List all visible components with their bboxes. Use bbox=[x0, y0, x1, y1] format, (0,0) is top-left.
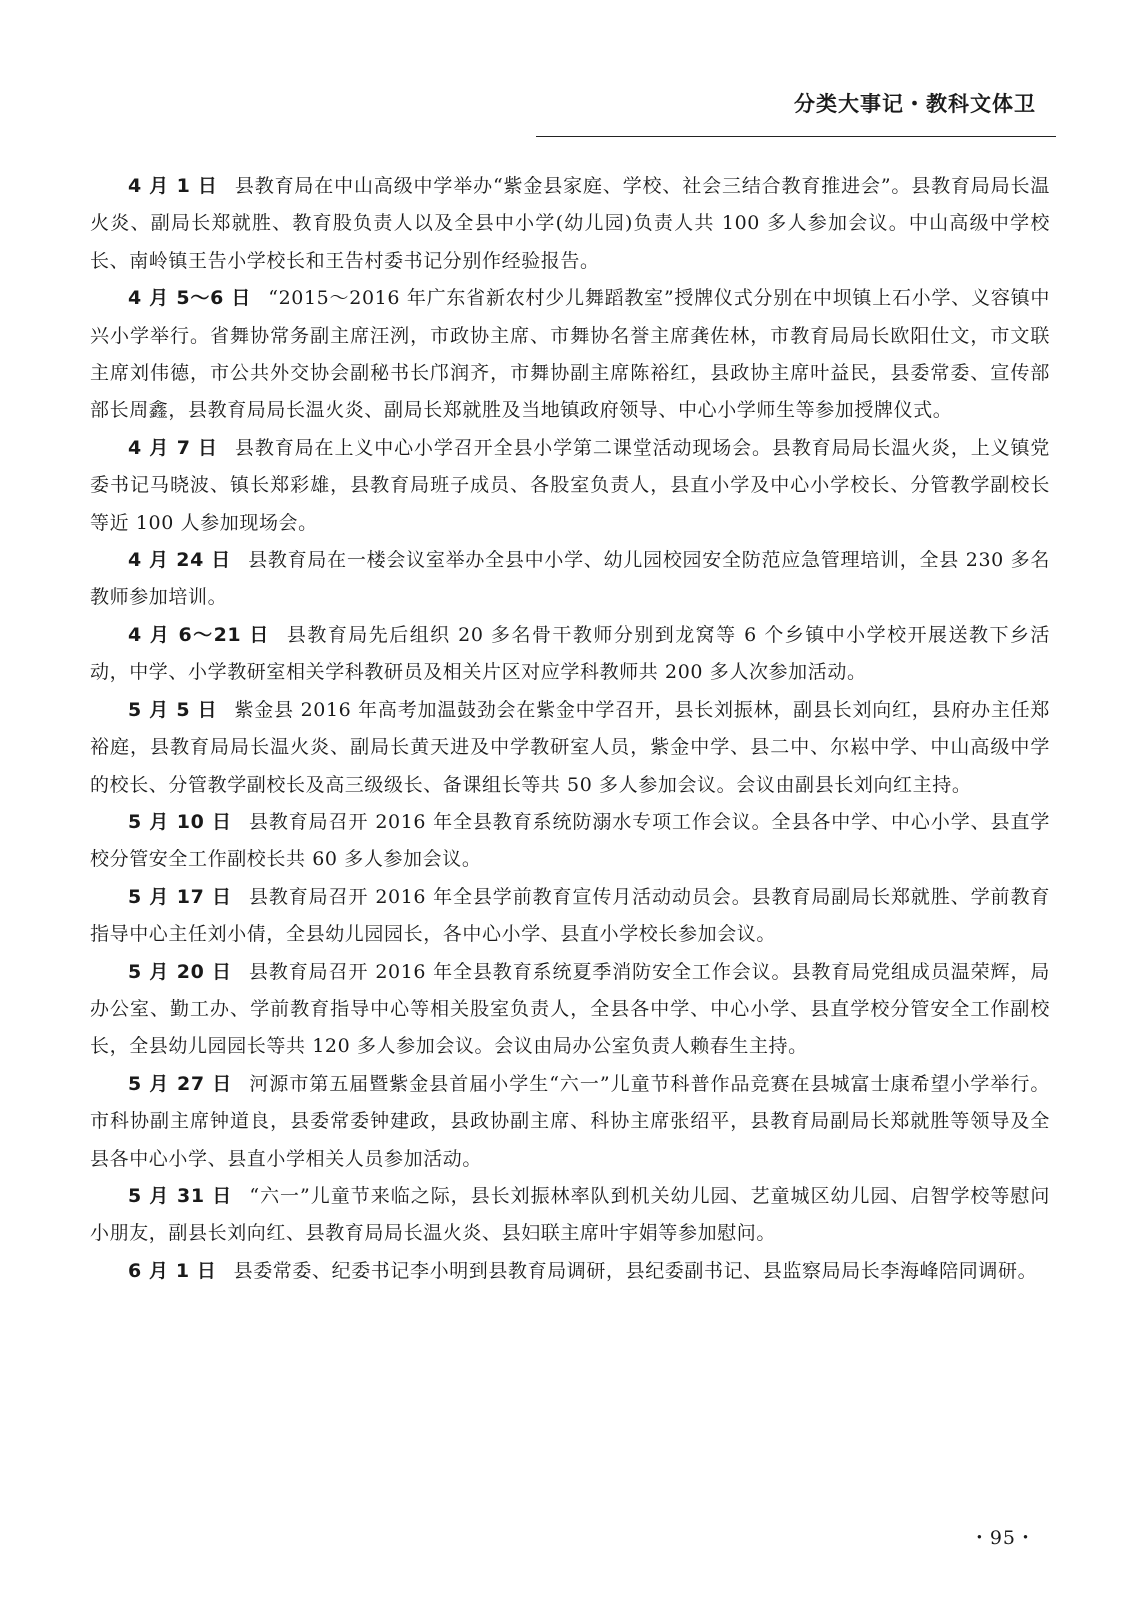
entry-text: 县委常委、纪委书记李小明到县教育局调研，县纪委副书记、县监察局局长李海峰陪同调研。 bbox=[233, 1259, 1038, 1282]
entry-text: “六一”儿童节来临之际，县长刘振林率队到机关幼儿园、艺童城区幼儿园、启智学校等慰问小朋友，副县长刘向红、县教育局局长温火炎、县妇联主席叶宇娟等参加慰问。 bbox=[90, 1184, 1050, 1245]
entry-date: 5 月 10 日 bbox=[128, 810, 232, 833]
chronicle-entry bbox=[90, 1066, 1050, 1178]
chronicle-entry bbox=[90, 879, 1050, 954]
header-rule bbox=[536, 136, 1056, 137]
chronicle-entry bbox=[90, 168, 1050, 280]
running-header bbox=[0, 0, 1148, 150]
entry-date: 4 月 24 日 bbox=[128, 549, 232, 572]
entry-text: 县教育局召开 2016 年全县教育系统夏季消防安全工作会议。县教育局党组成员温荣辉，局办公室、勤工办、学前教育指导中心等相关股室负责人，全县各中学、中心小学、县直学校分管安全工作副校长，全县幼儿园园长等共 120 多人参加会议。会议由局办公室负责人赖春生主持。 bbox=[90, 960, 1050, 1058]
chronicle-entry bbox=[90, 804, 1050, 879]
chronicle-body bbox=[90, 168, 1050, 1290]
chronicle-entry bbox=[90, 954, 1050, 1066]
entry-text: 县教育局召开 2016 年全县学前教育宣传月活动动员会。县教育局副局长郑就胜、学前教育指导中心主任刘小倩，全县幼儿园园长，各中心小学、县直小学校长参加会议。 bbox=[90, 885, 1050, 946]
entry-date: 5 月 5 日 bbox=[128, 698, 218, 721]
chronicle-entry bbox=[90, 692, 1050, 804]
chronicle-entry bbox=[90, 280, 1050, 430]
entry-text: 县教育局召开 2016 年全县教育系统防溺水专项工作会议。全县各中学、中心小学、县直学校分管安全工作副校长共 60 多人参加会议。 bbox=[90, 810, 1050, 871]
entry-date: 4 月 6～21 日 bbox=[128, 623, 270, 646]
entry-text: 县教育局在一楼会议室举办全县中小学、幼儿园校园安全防范应急管理培训，全县 230 多名教师参加培训。 bbox=[90, 549, 1050, 609]
entry-date: 5 月 27 日 bbox=[128, 1072, 233, 1095]
chronicle-entry bbox=[90, 1253, 1050, 1290]
chronicle-entry bbox=[90, 617, 1050, 692]
page-number: ・95・ bbox=[969, 1527, 1036, 1549]
entry-date: 4 月 5～6 日 bbox=[128, 287, 252, 310]
entry-text: 县教育局先后组织 20 多名骨干教师分别到龙窝等 6 个乡镇中小学校开展送教下乡活动，中学、小学教研室相关学科教研员及相关片区对应学科教师共 200 多人次参加活动。 bbox=[90, 623, 1050, 684]
section-title: 分类大事记・教科文体卫 bbox=[794, 92, 1036, 116]
entry-text: 县教育局在上义中心小学召开全县小学第二课堂活动现场会。县教育局局长温火炎，上义镇党委书记马晓波、镇长郑彩雄，县教育局班子成员、各股室负责人，县直小学及中心小学校长、分管教学副校长等近 100 人参加现场会。 bbox=[90, 436, 1050, 534]
chronicle-entry bbox=[90, 1178, 1050, 1253]
entry-date: 6 月 1 日 bbox=[128, 1259, 217, 1282]
chronicle-entry bbox=[90, 542, 1050, 617]
chronicle-entry bbox=[90, 430, 1050, 542]
entry-text: “2015～2016 年广东省新农村少儿舞蹈教室”授牌仪式分别在中坝镇上石小学、义容镇中兴小学举行。省舞协常务副主席汪洌，市政协主席、市舞协名誉主席龚佐林，市教育局局长欧阳仕文，市文联主席刘伟德，市公共外交协会副秘书长邝润齐，市舞协副主席陈裕红，县政协主席叶益民，县委常委、宣传部部长周鑫，县教育局局长温火炎、副局长郑就胜及当地镇政府领导、中心小学师生等参加授牌仪式。 bbox=[90, 287, 1051, 422]
entry-text: 紫金县 2016 年高考加温鼓劲会在紫金中学召开，县长刘振林，副县长刘向红，县府办主任郑裕庭，县教育局局长温火炎、副局长黄天进及中学教研室人员，紫金中学、县二中、尔崧中学、中山高级中学的校长、分管教学副校长及高三级级长、备课组长等共 50 多人参加会议。会议由副县长刘向红主持。 bbox=[90, 698, 1050, 796]
entry-date: 5 月 17 日 bbox=[128, 885, 232, 908]
entry-date: 4 月 7 日 bbox=[128, 436, 218, 459]
entry-date: 5 月 20 日 bbox=[128, 960, 232, 983]
entry-date: 4 月 1 日 bbox=[128, 175, 218, 197]
entry-text: 县教育局在中山高级中学举办“紫金县家庭、学校、社会三结合教育推进会”。县教育局局长温火炎、副局长郑就胜、教育股负责人以及全县中小学(幼儿园)负责人共 100 多人参加会议。中山高级中学校长、南岭镇王告小学校长和王告村委书记分别作经验报告。 bbox=[90, 175, 1050, 272]
entry-text: 河源市第五届暨紫金县首届小学生“六一”儿童节科普作品竞赛在县城富士康希望小学举行。市科协副主席钟道良，县委常委钟建政，县政协副主席、科协主席张绍平，县教育局副局长郑就胜等领导及全县各中心小学、县直小学相关人员参加活动。 bbox=[90, 1072, 1050, 1170]
entry-date: 5 月 31 日 bbox=[128, 1184, 233, 1207]
